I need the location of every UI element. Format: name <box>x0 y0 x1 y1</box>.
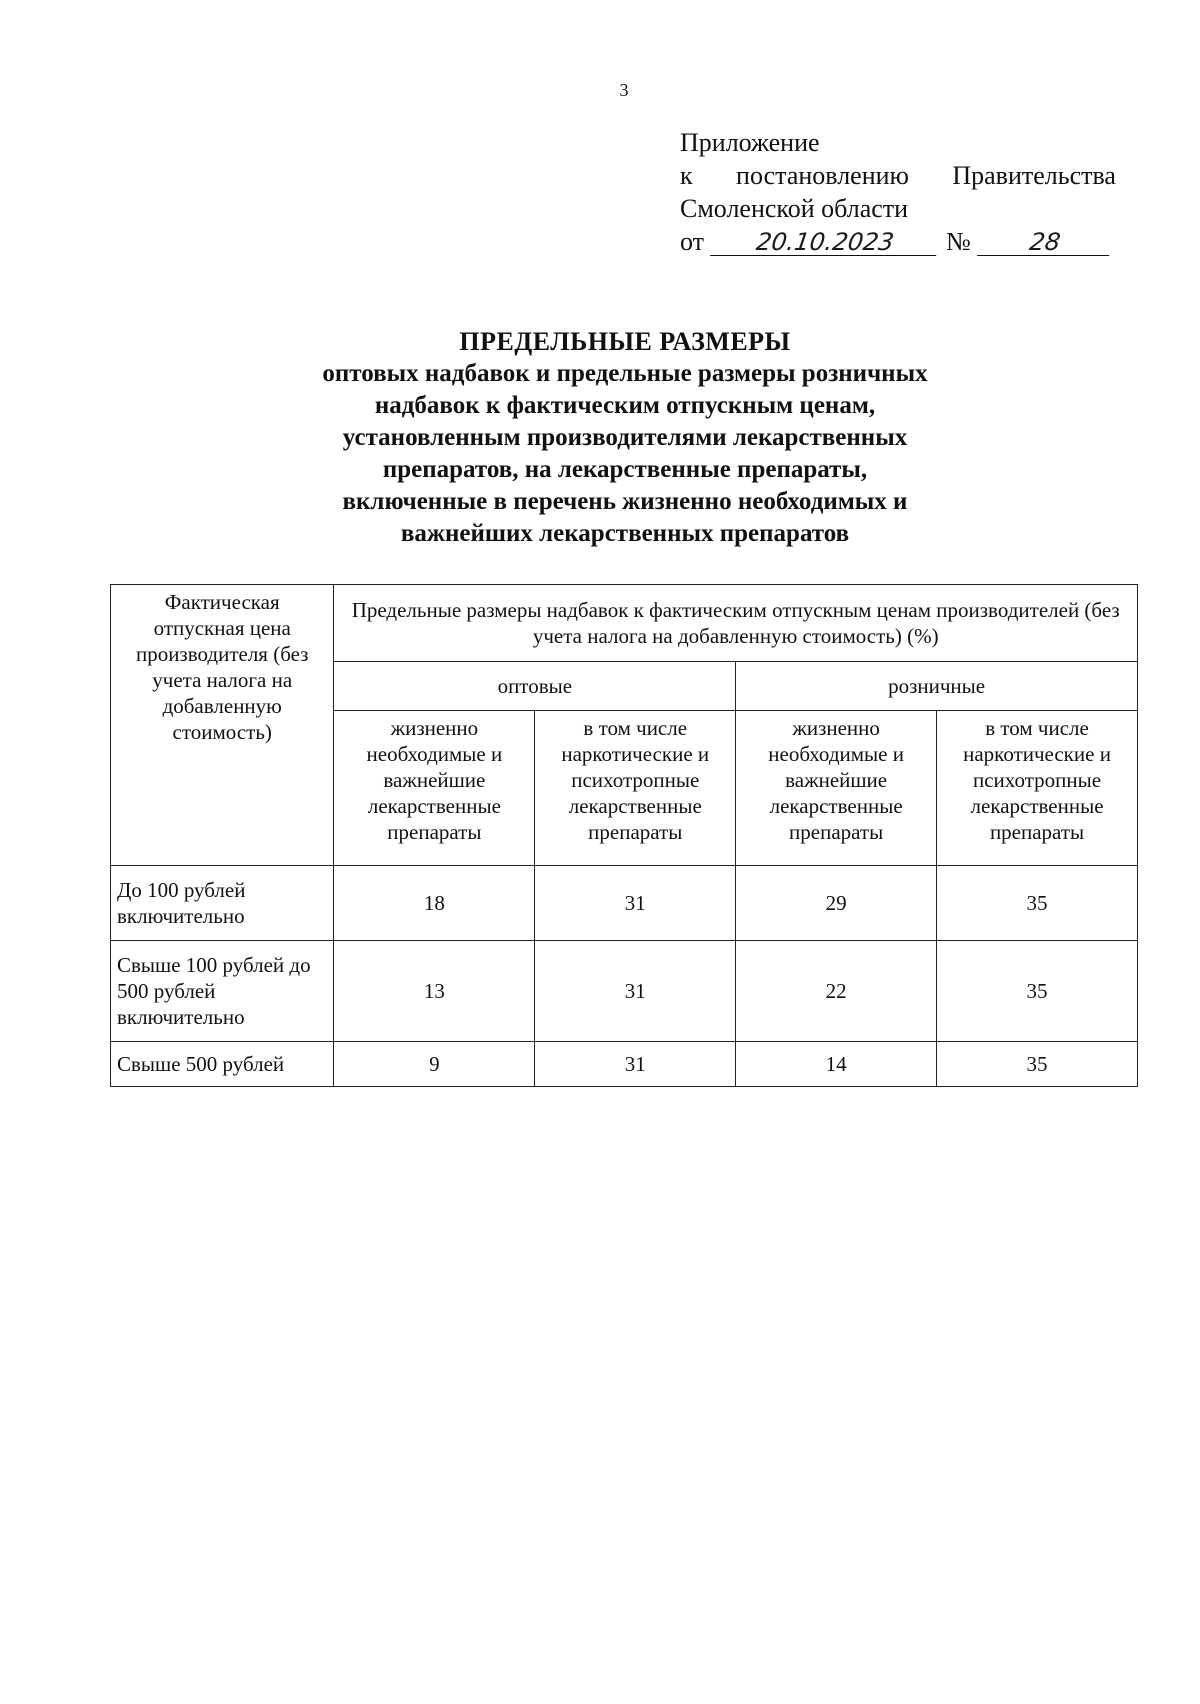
title-line: включенные в перечень жизненно необходимых и <box>342 488 908 515</box>
appendix-word-decree: постановлению <box>736 161 909 190</box>
value-cell: 31 <box>535 866 736 941</box>
value-cell: 9 <box>334 1042 535 1087</box>
title-line: важнейших лекарственных препаратов <box>400 520 850 547</box>
value-cell: 14 <box>736 1042 937 1087</box>
retail-narcotic-header: в том числе наркотические и психотропные лекарственные препараты <box>937 711 1138 866</box>
appendix-date-line <box>680 225 1120 258</box>
date-prefix: от <box>680 227 705 256</box>
appendix-region: Смоленской области <box>680 194 909 223</box>
appendix-word-k: к <box>680 161 693 190</box>
title-line: надбавок к фактическим отпускным ценам, <box>374 392 876 419</box>
appendix-block <box>680 126 1120 258</box>
handwritten-number: 28 <box>977 229 1113 256</box>
wholesale-group-header: оптовые <box>334 662 736 711</box>
price-range-cell: Свыше 100 рублей до 500 рублей включительно <box>111 941 334 1042</box>
value-cell: 31 <box>535 941 736 1042</box>
retail-group-header: розничные <box>736 662 1138 711</box>
retail-vital-header: жизненно необходимые и важнейшие лекарственные препараты <box>736 711 937 866</box>
title-line: оптовых надбавок и предельные размеры розничных <box>322 360 928 387</box>
appendix-label: Приложение <box>680 128 820 157</box>
value-cell: 35 <box>937 866 1138 941</box>
value-cell: 29 <box>736 866 937 941</box>
wholesale-narcotic-header: в том числе наркотические и психотропные лекарственные препараты <box>535 711 736 866</box>
number-prefix: № <box>946 227 971 256</box>
appendix-word-government: Правительства <box>952 161 1116 190</box>
value-cell: 35 <box>937 941 1138 1042</box>
handwritten-date: 20.10.2023 <box>710 229 940 256</box>
value-cell: 13 <box>334 941 535 1042</box>
value-cell: 22 <box>736 941 937 1042</box>
markup-main-header: Предельные размеры надбавок к фактическим отпускным ценам производителей (без учета налога на добавленную стоимость) (%) <box>334 585 1138 662</box>
price-column-header: Фактическая отпускная цена производителя (без учета налога на добавленную стоимость) <box>111 585 334 866</box>
wholesale-vital-header: жизненно необходимые и важнейшие лекарственные препараты <box>334 711 535 866</box>
appendix-decree-line <box>680 159 1116 192</box>
price-range-cell: До 100 рублей включительно <box>111 866 334 941</box>
table-row <box>111 1042 1138 1087</box>
markup-limits-table <box>110 584 1138 1087</box>
title-line: установленным производителями лекарственных <box>342 424 908 451</box>
value-cell: 31 <box>535 1042 736 1087</box>
page-number: 3 <box>619 80 629 100</box>
value-cell: 35 <box>937 1042 1138 1087</box>
table-row <box>111 941 1138 1042</box>
document-title <box>110 326 1140 550</box>
value-cell: 18 <box>334 866 535 941</box>
price-range-cell: Свыше 500 рублей <box>111 1042 334 1087</box>
table-row <box>111 866 1138 941</box>
title-line: препаратов, на лекарственные препараты, <box>382 456 868 483</box>
title-main: ПРЕДЕЛЬНЫЕ РАЗМЕРЫ <box>459 327 791 356</box>
